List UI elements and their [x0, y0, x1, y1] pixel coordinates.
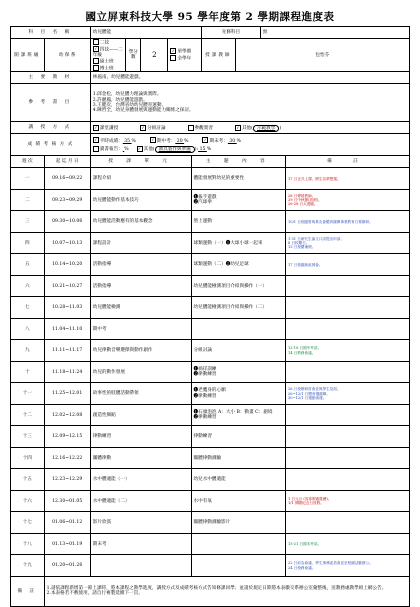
remark-line: 24 日校務會議。 [288, 565, 316, 570]
week-remark [286, 426, 410, 448]
remark-line: 10/1 日校園營與系友會體育競賽事業教育日要辦研。 [288, 219, 373, 224]
content-line: ❷律動練習 [193, 415, 217, 421]
remark-line: 12-18 日期中考試。 [288, 346, 322, 351]
week-unit: 課程介紹 [90, 168, 191, 190]
week-remark [286, 490, 410, 512]
grading-item [137, 147, 212, 152]
content-line: ❷汽球拳 [193, 200, 212, 206]
checkbox[interactable] [93, 146, 99, 152]
week-row [11, 555, 410, 577]
week-unit: 幼兒體能動作基本技巧 [90, 189, 191, 211]
week-unit: 水中體適能（二） [90, 490, 191, 512]
level-option [93, 58, 124, 65]
week-row [11, 168, 410, 190]
week-row [11, 512, 410, 534]
remark-line: 15-21 日期末考試。 [288, 542, 322, 546]
instructor-label: 授課教師 [202, 39, 236, 72]
grading-item [93, 139, 136, 144]
percent-sign: % [184, 138, 189, 144]
content-line: 分組討論 [193, 348, 212, 354]
week-remark [286, 232, 410, 254]
week-unit: 課程設計 [90, 232, 191, 254]
level-option-label: 博士班 [99, 66, 114, 72]
method-option [93, 126, 118, 131]
remarks-body [44, 576, 409, 606]
content-line: 團體律動測驗 [193, 455, 222, 461]
remark-line: 26 日校辦研討會並與學生見面。 [288, 387, 341, 392]
week-date: 11.18~11.24 [44, 361, 90, 383]
week-number: 十二 [11, 404, 45, 426]
checkbox[interactable]: ✓ [151, 137, 155, 143]
content-line: 幼兒水中體適能 [193, 477, 226, 483]
credits-value: 2 [141, 39, 168, 72]
instructor-name: 包怡芬 [235, 39, 409, 72]
week-number: 一 [11, 168, 45, 190]
col-date: 起 迄 月 日 [44, 156, 90, 168]
week-content [191, 189, 285, 211]
week-row [11, 533, 410, 555]
percent-sign: % [206, 147, 212, 153]
term-option-label: 全學年 [177, 56, 192, 62]
week-number: 十五 [11, 469, 45, 491]
level-option [93, 46, 124, 58]
grading-item-name: 期中考： [156, 138, 176, 144]
reference-item: 2.許麗鳳，幼兒體能遊戲。 [92, 97, 148, 103]
remark-line: 17 日校園新區餐會。 [288, 262, 323, 267]
checkbox[interactable]: ✓ [94, 45, 98, 51]
percent-sign: % [131, 138, 136, 144]
reference-label: 參 考 書 目 [11, 84, 91, 122]
content-line: ❷律動練習 [193, 372, 217, 378]
week-content [191, 490, 285, 512]
remark-line: 14 日教務會議。 [288, 350, 316, 355]
col-remark: 備 註 [286, 156, 410, 168]
week-content [191, 555, 285, 577]
grading-item-value: 30 [227, 138, 237, 144]
week-row [11, 490, 410, 512]
week-row [11, 275, 410, 297]
week-content [191, 447, 285, 469]
reference-item: 3.王健次，台灣省幼幼兒體育運動。 [92, 102, 167, 108]
week-unit: 活動指導 [90, 275, 191, 297]
week-content [191, 297, 285, 319]
week-number: 十三 [11, 426, 45, 448]
week-number: 十八 [11, 533, 45, 555]
week-number: 五 [11, 254, 45, 276]
week-row [11, 297, 410, 319]
checkbox[interactable]: ✓ [171, 48, 176, 54]
grading-row [93, 137, 407, 144]
week-row [11, 404, 410, 426]
remark-line: 29 日中秋節(放假)。 [288, 198, 322, 202]
checkbox[interactable]: ✓ [94, 124, 98, 130]
grading-item-value: 20 [175, 138, 185, 144]
remark-item: 1.請依課程新增第一節上課時，將本課程之教學進度，講授方式及成績考核方式告知修課同學；並請於規定日期將本表繳交系辦公室彙整後，送教務處教學組上網公告。 [46, 586, 387, 592]
week-remark [286, 211, 410, 233]
grading-row [93, 146, 407, 153]
grading-item-value: 15 [198, 147, 207, 153]
week-unit: 幼兒的動作發展 [90, 361, 191, 383]
checkbox[interactable] [93, 58, 99, 64]
percent-sign: % [124, 147, 129, 153]
week-number: 四 [11, 232, 45, 254]
week-date: 09.23~09.29 [44, 189, 90, 211]
week-unit: 水中體適能（一） [90, 469, 191, 491]
col-unit: 授 課 單 元 [90, 156, 191, 168]
week-content [191, 211, 285, 233]
week-unit: 團體律動 [90, 447, 191, 469]
content-line: 律動練習 [193, 434, 212, 440]
level-option-label: 四技——二年級 [92, 47, 123, 58]
week-unit [90, 555, 191, 577]
method-other-value: 示範教學 [253, 125, 279, 132]
reference-item: 4.陳哲全，幼兒身體發展與運動能力關係之探討。 [92, 108, 194, 114]
week-date: 01.06~01.12 [44, 512, 90, 534]
week-number: 七 [11, 297, 45, 319]
method-option-label: 參觀實習 [194, 126, 213, 132]
week-row [11, 254, 410, 276]
week-number: 十七 [11, 512, 45, 534]
content-line: 球類運動（一）❶大球小球一起來 [193, 240, 263, 246]
week-unit: 律動練習 [90, 426, 191, 448]
content-line: 幼兒體能檢測項目介紹與操作（一） [193, 283, 268, 289]
week-number: 十 [11, 361, 45, 383]
week-number: 十四 [11, 447, 45, 469]
remark-line: 8 日校慶日。 [288, 241, 310, 245]
term-option [170, 55, 199, 62]
week-row [11, 447, 410, 469]
week-number: 六 [11, 275, 45, 297]
remark-item: 2.本表格若不敷使用，請自行複製延續下一頁。 [46, 591, 143, 597]
grading-options [90, 134, 409, 156]
week-content [191, 275, 285, 297]
week-date: 09.30~10.06 [44, 211, 90, 233]
grading-item-value: 35 [122, 138, 132, 144]
content-line: ❶老鷹身的心願 [193, 388, 226, 394]
grading-item [93, 147, 129, 152]
content-line: ❶徜徉訓練 [193, 366, 217, 372]
grading-item-name: 平時成績： [99, 138, 123, 144]
week-content [191, 404, 285, 426]
checkbox[interactable] [170, 55, 176, 61]
week-content [191, 469, 285, 491]
content-line: ❶石頭泡泡 A：大小 B：動畫 C：創境 [193, 409, 273, 415]
level-option-label: 碩士班 [99, 59, 114, 65]
week-number: 九 [11, 340, 45, 362]
week-date: 12.30~01.05 [44, 490, 90, 512]
term-type-options [168, 39, 202, 72]
week-date: 10.07~10.13 [44, 232, 90, 254]
week-content [191, 361, 285, 383]
week-unit: 創造性舞蹈 [90, 404, 191, 426]
remark-line: 28 日聲援教師。 [288, 193, 316, 198]
week-remark [286, 512, 410, 534]
checkbox[interactable] [93, 39, 99, 45]
remark-line: 13 日校慶補假。 [288, 245, 316, 250]
method-option [140, 126, 165, 131]
week-content [191, 383, 285, 405]
week-remark [286, 469, 410, 491]
week-unit: 影片欣賞 [90, 512, 191, 534]
week-date: 10.14~10.20 [44, 254, 90, 276]
remarks-label: 備 註 [11, 576, 45, 606]
remark-line: 1/1 開國紀念日放假。 [288, 501, 324, 506]
week-date: 12.23~12.29 [44, 469, 90, 491]
week-remark [286, 447, 410, 469]
week-remark [286, 189, 410, 211]
week-row [11, 211, 410, 233]
week-date: 09.16~09.22 [44, 168, 90, 190]
week-content [191, 168, 285, 190]
remark-line: 30~12/1 日運動會運。 [288, 395, 327, 400]
remark-line: 22 日前為會議，學生事務委員會並至校園活動辦公。 [288, 561, 373, 566]
week-row [11, 340, 410, 362]
week-date: 12.16~12.22 [44, 447, 90, 469]
subject-name: 幼兒體能 [90, 27, 201, 39]
week-number: 十一 [11, 383, 45, 405]
checkbox[interactable] [188, 125, 194, 131]
week-date: 10.28~11.03 [44, 297, 90, 319]
level-option-label: 二技 [99, 40, 109, 46]
week-unit: 活動指導 [90, 254, 191, 276]
remarks-row [11, 576, 410, 606]
percent-sign: % [236, 138, 242, 144]
content-line: ❷律動練習 [193, 393, 217, 399]
level-option [93, 39, 124, 46]
checkbox[interactable] [93, 65, 99, 71]
week-content [191, 426, 285, 448]
week-number: 二 [11, 189, 45, 211]
grading-item [150, 139, 189, 144]
week-unit: 幼兒體能活動應有的基本觀念 [90, 211, 191, 233]
week-date: 11.25~12.01 [44, 383, 90, 405]
week-remark [286, 404, 410, 426]
week-unit: 故事性的肢體活動帶領 [90, 383, 191, 405]
grading-item-name: 其他( [143, 147, 155, 153]
week-remark [286, 533, 410, 555]
level-option [93, 65, 124, 72]
week-remark [286, 318, 410, 340]
week-content [191, 340, 285, 362]
grading-label: 成 績 考 核 方 式 [11, 134, 91, 156]
class-label: 開課班級 [11, 39, 45, 72]
week-row [11, 383, 410, 405]
content-line: 幼兒體能檢測項目介紹與操作（二） [193, 305, 268, 311]
col-week: 週 次 [11, 156, 45, 168]
week-date: 11.04~11.10 [44, 318, 90, 340]
week-number: 十六 [11, 490, 45, 512]
remark-line: 26-28 日大遊園。 [288, 202, 318, 207]
week-remark [286, 340, 410, 362]
remark-line: 26~12/1 日體育週競賽。 [288, 391, 330, 396]
week-remark [286, 254, 410, 276]
week-date: 01.13~01.19 [44, 533, 90, 555]
grading-item-name: 讀書報告： [99, 147, 123, 153]
close-paren: ) [279, 126, 282, 132]
method-option-label: 分組討論 [147, 126, 166, 132]
method-options [90, 122, 409, 134]
content-line: 體能發展對幼兒的重要性 [193, 176, 245, 182]
subject-label: 科 目 名 稱 [11, 27, 91, 39]
week-date: 12.09~12.15 [44, 426, 90, 448]
prerequisite-value: 無 [260, 27, 409, 39]
week-content [191, 318, 285, 340]
grading-item [202, 139, 241, 144]
week-unit: 幼兒體能檢測 [90, 297, 191, 319]
week-number: 十九 [11, 555, 45, 577]
week-unit: 期中考 [90, 318, 191, 340]
reference-item: 1.邱金松，幼兒體力理論與實際。 [92, 92, 162, 98]
term-option-label: 單學期 [177, 49, 192, 55]
method-label: 講 授 方 式 [11, 122, 91, 134]
class-name: 幼 保 系 [44, 39, 90, 72]
week-date: 10.21~10.27 [44, 275, 90, 297]
checkbox[interactable]: ✓ [236, 124, 240, 130]
term-option [170, 48, 199, 55]
week-remark [286, 168, 410, 190]
week-remark [286, 555, 410, 577]
week-row [11, 189, 410, 211]
week-remark [286, 383, 410, 405]
remark-line: 1 日元旦 (放寒假過農曆)。 [288, 496, 332, 501]
week-row [11, 469, 410, 491]
reference-list [90, 84, 409, 122]
week-row [11, 426, 410, 448]
grading-item-name: 期末考： [209, 138, 228, 144]
content-line: 墊上運動 [193, 219, 212, 225]
week-unit: 期末考 [90, 533, 191, 555]
method-option [188, 126, 213, 131]
level-options [90, 39, 126, 72]
content-line: 水中有氧 [193, 498, 212, 504]
content-line: 團體律動測驗影片 [193, 520, 231, 526]
week-remark [286, 297, 410, 319]
week-remark [286, 275, 410, 297]
content-line: 球類運動（二）❷幼兒足球 [193, 262, 249, 268]
week-number: 八 [11, 318, 45, 340]
checkbox[interactable]: ✓ [94, 137, 98, 143]
checkbox[interactable]: ✓ [141, 124, 145, 130]
textbook-label: 主 要 教 材 [11, 72, 91, 84]
week-unit: 幼兒律動音樂選擇與動作創作 [90, 340, 191, 362]
method-option-label: 其他( [241, 126, 253, 132]
week-row [11, 232, 410, 254]
week-row [11, 318, 410, 340]
week-date: 11.11~11.17 [44, 340, 90, 362]
content-line: ❶拔手遊戲 [193, 194, 217, 200]
week-remark [286, 361, 410, 383]
week-content [191, 512, 285, 534]
col-content: 主 題 內 容 [191, 156, 285, 168]
checkbox[interactable]: ✓ [203, 137, 208, 143]
week-date: 12.02~12.08 [44, 404, 90, 426]
schedule-table [10, 26, 410, 607]
week-content [191, 254, 285, 276]
week-content [191, 232, 285, 254]
remark-line: 1-31 日研究生論文口試提出申請。 [288, 236, 344, 241]
remark-line: 17 日正式上課，開生活夢想週。 [288, 176, 341, 181]
page-title: 國立屏東科技大學 95 學年度第 2 學期課程進度表 [85, 11, 335, 23]
checkbox[interactable]: ✓ [137, 145, 142, 151]
method-option [235, 126, 281, 131]
week-content [191, 533, 285, 555]
prerequisite-label: 先修科目 [202, 27, 261, 39]
close-paren: ): [194, 147, 199, 153]
method-option-label: 課堂講授 [99, 126, 119, 132]
grading-other-text: 教具製作與準備 [155, 146, 195, 153]
week-date: 01.20~01.26 [44, 555, 90, 577]
week-number: 三 [11, 211, 45, 233]
week-row [11, 361, 410, 383]
credits-label: 學分數 [126, 39, 141, 72]
textbook-value: 林風南，幼兒體能遊戲。 [90, 72, 409, 84]
